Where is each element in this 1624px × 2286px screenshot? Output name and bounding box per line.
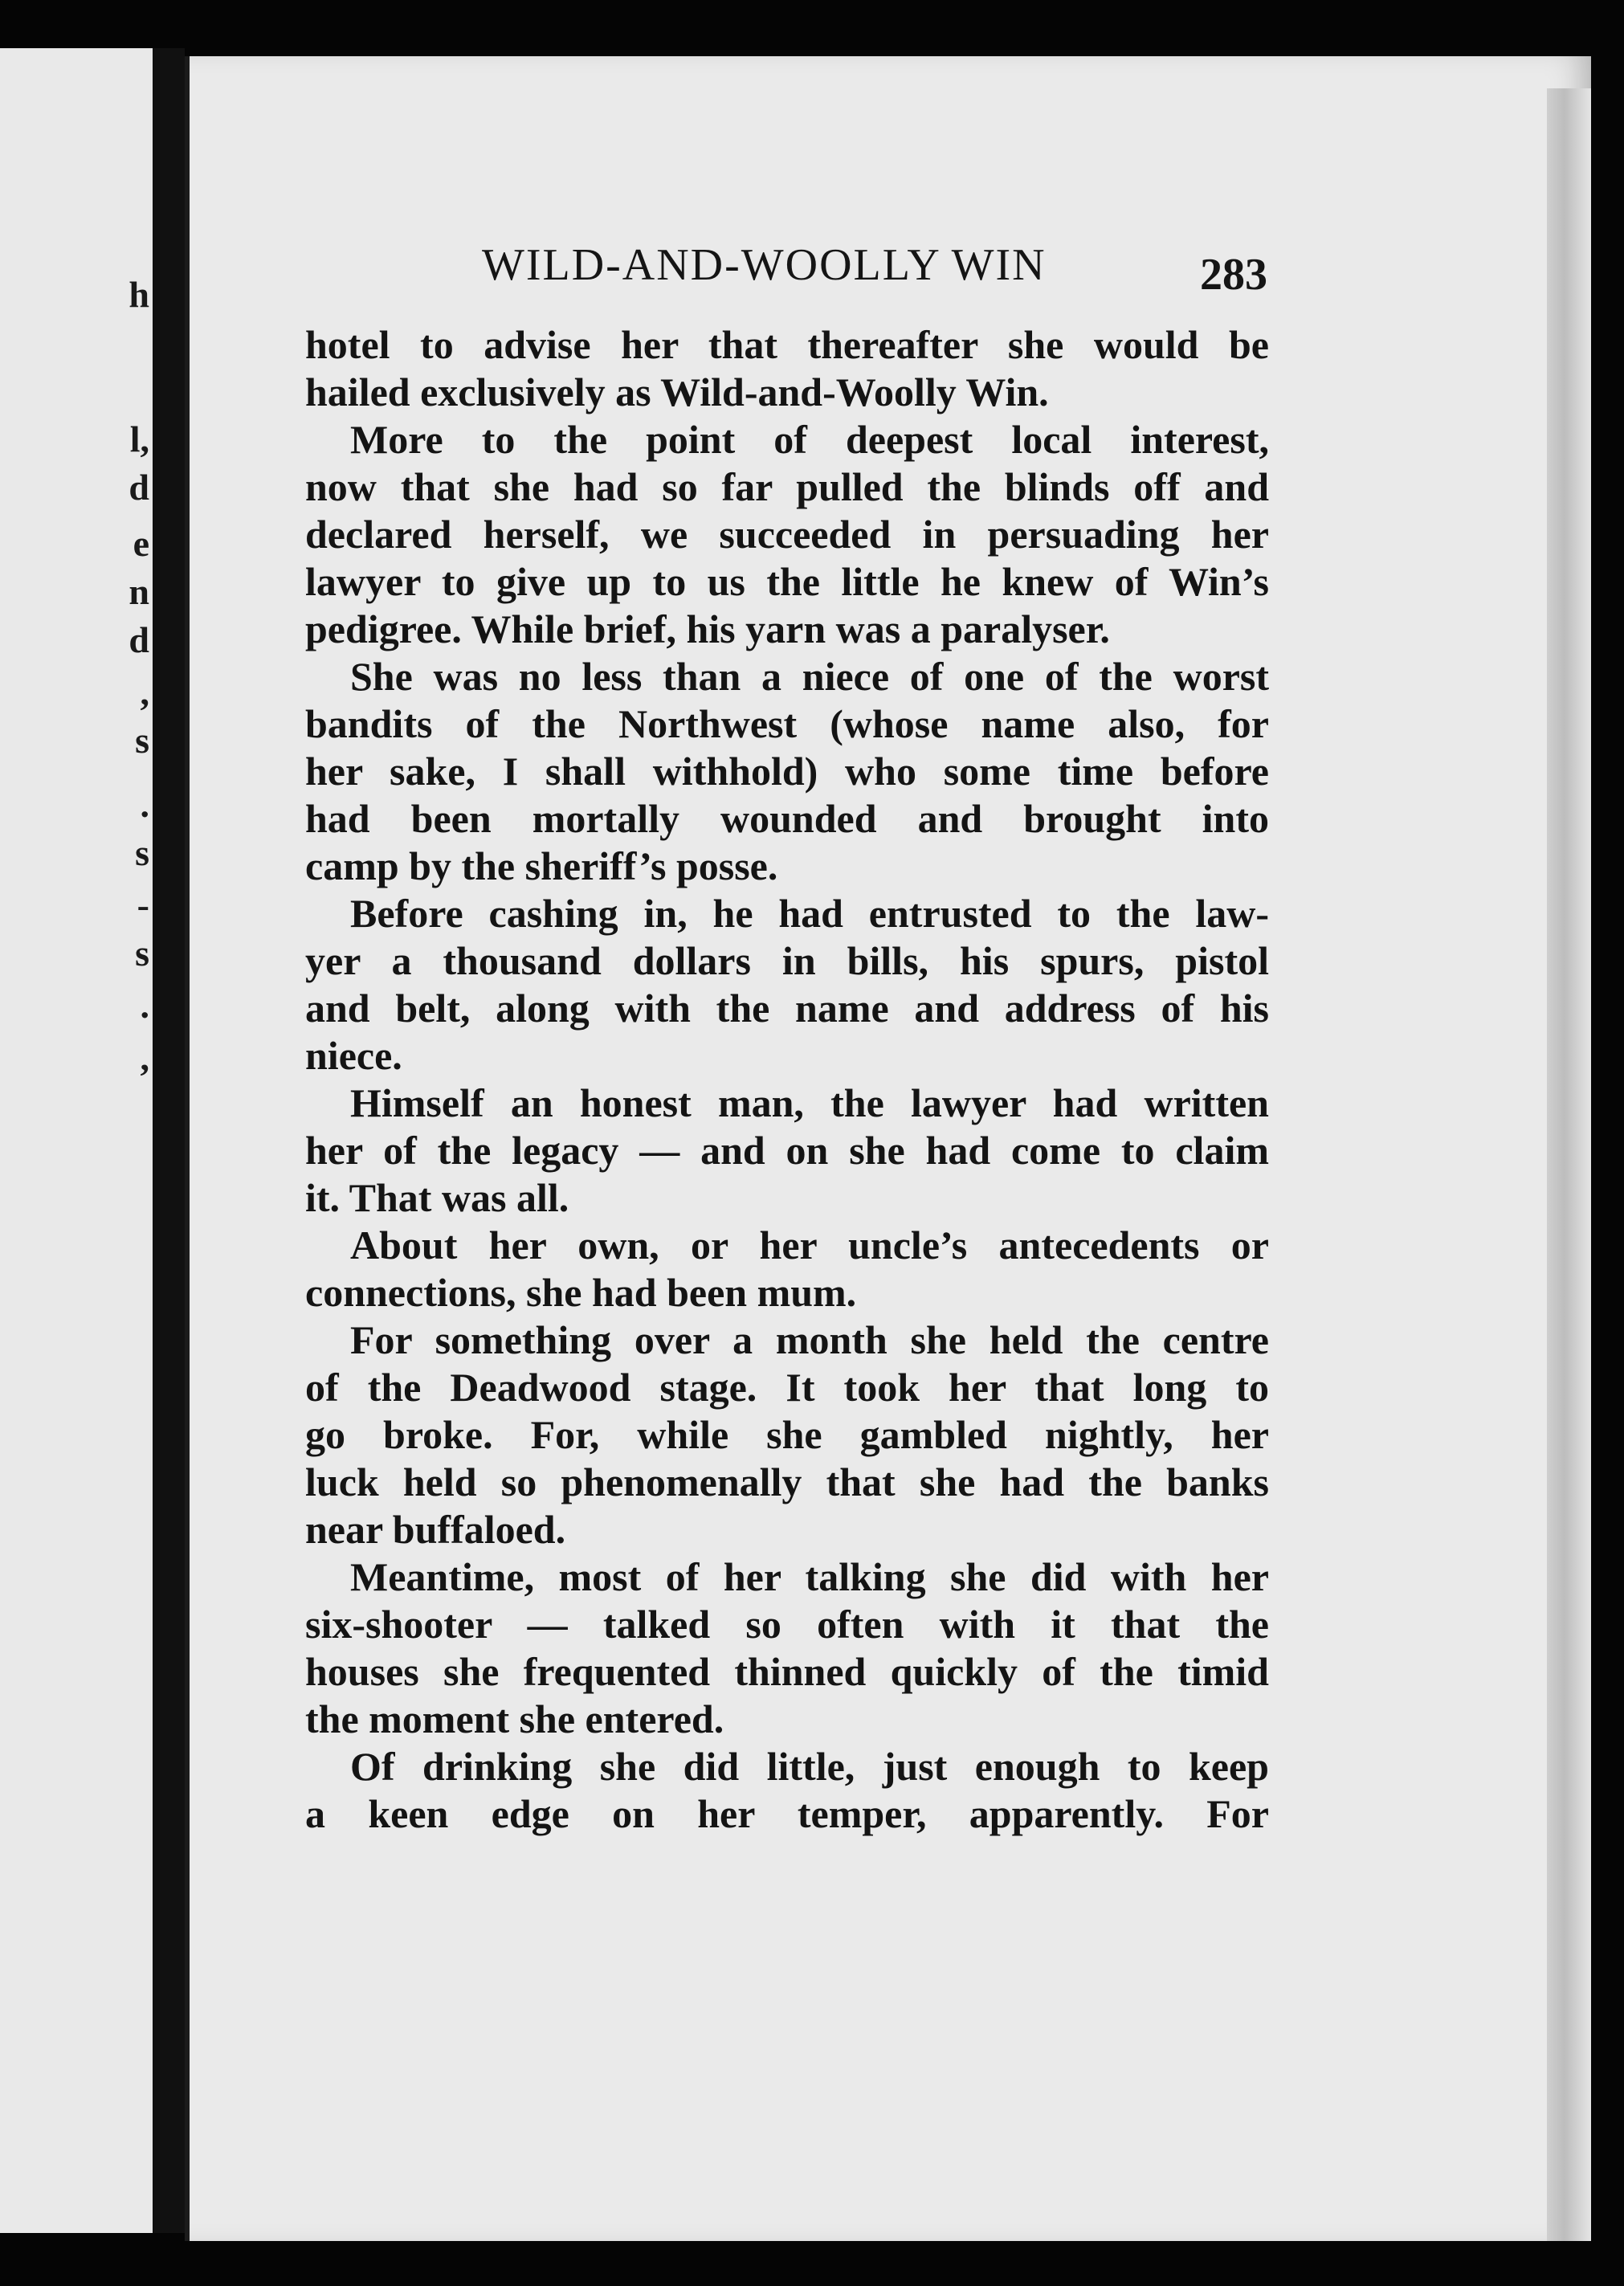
book-gutter: [153, 48, 185, 2233]
text-line: go broke. For, while she gambled nightly, her: [305, 1412, 1269, 1457]
paragraph: [305, 1080, 1269, 1222]
paragraph: [305, 321, 1269, 416]
text-line: yer a thousand dollars in bills, his spurs, pistol: [305, 938, 1269, 983]
text-line: camp by the sheriff’s posse.: [305, 843, 778, 888]
text-line: She was no less than a niece of one of the worst: [350, 654, 1269, 699]
text-line: houses she frequented thinned quickly of the timid: [305, 1649, 1269, 1694]
text-line: had been mortally wounded and brought into: [305, 796, 1269, 841]
text-line: hailed exclusively as Wild-and-Woolly Win.: [305, 369, 1049, 414]
left-page-fragment: s: [135, 832, 149, 873]
text-line: lawyer to give up to us the little he knew of Win’s: [305, 559, 1269, 604]
left-page-fragment: .: [140, 985, 149, 1026]
left-page-edge: [0, 48, 155, 2233]
text-line: About her own, or her uncle’s antecedents or: [350, 1223, 1269, 1268]
left-page-fragment: ,: [140, 1037, 149, 1078]
paragraph: [305, 1222, 1269, 1316]
left-page-fragment: e: [133, 523, 149, 564]
left-page-fragment: .: [140, 784, 149, 825]
page-number: 283: [1200, 250, 1267, 300]
text-line: More to the point of deepest local interest,: [350, 417, 1269, 462]
text-line: declared herself, we succeeded in persuading her: [305, 512, 1269, 557]
running-head: WILD-AND-WOOLLY WIN: [482, 240, 1047, 290]
left-page-fragment: s: [135, 720, 149, 761]
text-line: niece.: [305, 1033, 402, 1078]
text-line: her of the legacy — and on she had come to claim: [305, 1128, 1269, 1173]
text-line: near buffaloed.: [305, 1507, 566, 1552]
text-line: Meantime, most of her talking she did with her: [350, 1554, 1269, 1599]
left-page-fragment: h: [129, 274, 149, 315]
text-line: hotel to advise her that thereafter she would be: [305, 322, 1269, 367]
paragraph: [305, 653, 1269, 890]
text-line: it. That was all.: [305, 1175, 569, 1220]
text-line: Of drinking she did little, just enough to keep: [350, 1744, 1269, 1789]
text-line: pedigree. While brief, his yarn was a paralyser.: [305, 606, 1110, 651]
left-page-fragment: s: [135, 933, 149, 974]
text-line: of the Deadwood stage. It took her that long to: [305, 1365, 1269, 1410]
body-text: [305, 321, 1269, 1838]
text-line: the moment she entered.: [305, 1696, 724, 1741]
paragraph: [305, 1316, 1269, 1553]
left-page-fragment: n: [129, 571, 149, 612]
paragraph: [305, 1553, 1269, 1743]
paragraph: [305, 1743, 1269, 1838]
left-page-fragment: d: [129, 467, 149, 508]
paragraph: [305, 890, 1269, 1080]
page-fore-edge: [1547, 88, 1591, 2241]
left-page-fragment: ,: [140, 672, 149, 712]
left-page-fragment: l,: [129, 418, 149, 459]
text-line: connections, she had been mum.: [305, 1270, 857, 1315]
text-line: now that she had so far pulled the blinds off and: [305, 464, 1269, 509]
text-line: and belt, along with the name and address of his: [305, 986, 1269, 1031]
text-line: Himself an honest man, the lawyer had written: [350, 1080, 1269, 1125]
left-page-fragment: -: [137, 884, 149, 925]
text-line: a keen edge on her temper, apparently. For: [305, 1791, 1269, 1836]
text-line: Before cashing in, he had entrusted to the law-: [350, 891, 1269, 936]
text-line: luck held so phenomenally that she had the banks: [305, 1459, 1269, 1504]
text-line: bandits of the Northwest (whose name also, for: [305, 701, 1269, 746]
text-line: six-shooter — talked so often with it that the: [305, 1602, 1269, 1647]
paragraph: [305, 416, 1269, 653]
left-page-fragment: d: [129, 619, 149, 660]
text-line: her sake, I shall withhold) who some time before: [305, 749, 1269, 794]
text-line: For something over a month she held the centre: [350, 1317, 1269, 1362]
